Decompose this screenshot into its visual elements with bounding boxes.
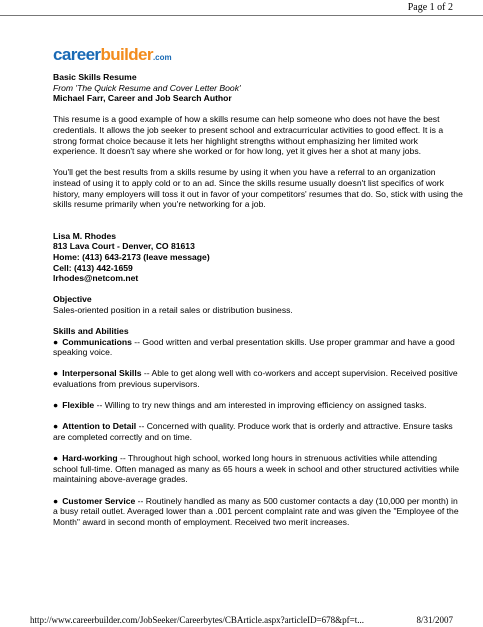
contact-home-phone: Home: (413) 643-2173 (leave message) <box>53 251 210 262</box>
skill-description: -- Throughout high school, worked long hours in strenuous activities while attending school full-time. Often managed as many as 65 hours a week in school and other structured activities while maintaining above-average grades. <box>53 453 460 485</box>
bullet-icon: ● <box>53 495 59 506</box>
document-title: Basic Skills Resume <box>53 72 137 82</box>
intro-paragraph-1: This resume is a good example of how a skills resume can help someone who does not have the best credentials. It allows the job seeker to present school and extracurricular activities to good effect. It is a strong format choice because it lets her highlight strengths without emphasizing her limited work experience. It doesn't say where she worked or for how long, yet it gives her a shot at many jobs. <box>53 114 444 157</box>
skill-description: -- Willing to try new things and am interested in improving efficiency on assigned tasks. <box>94 400 427 411</box>
skill-item-customer-service <box>53 496 463 528</box>
skill-name: Customer Service <box>62 495 136 506</box>
document-source: From 'The Quick Resume and Cover Letter Book' <box>53 82 241 93</box>
article-body <box>53 72 463 527</box>
skill-name: Flexible <box>62 400 95 411</box>
intro-paragraph-2: You'll get the best results from a skills resume by using it when you have a referral to an organization instead of using it to apply cold or to an ad. Since the skills resume usually doesn't list specifics of work history, many employers will toss it out in favor of your competitors' resumes that do. So, stick with using the skills resume primarily when you're networking for a job. <box>53 167 463 210</box>
header-rule <box>0 15 483 16</box>
objective-heading: Objective <box>53 294 92 305</box>
page-footer <box>30 615 453 625</box>
bullet-icon: ● <box>53 400 59 411</box>
contact-name: Lisa M. Rhodes <box>53 230 117 241</box>
skill-name: Interpersonal Skills <box>62 368 142 379</box>
skill-item-hard-working <box>53 453 463 485</box>
skill-item-flexible <box>53 400 463 411</box>
skill-item-interpersonal <box>53 368 463 389</box>
objective-text: Sales-oriented position in a retail sales or distribution business. <box>53 304 293 315</box>
bullet-icon: ● <box>53 336 59 347</box>
skills-heading: Skills and Abilities <box>53 326 129 337</box>
contact-email: lrhodes@netcom.net <box>53 273 139 284</box>
bullet-icon: ● <box>53 368 59 379</box>
logo-com-text: .com <box>152 53 172 62</box>
skill-name: Attention to Detail <box>62 421 137 432</box>
footer-url: http://www.careerbuilder.com/JobSeeker/Careerbytes/CBArticle.aspx?articleID=678&pf=t... <box>30 615 364 625</box>
skill-description: -- Able to get along well with co-workers and accept supervision. Received positive evaluations from previous supervisors. <box>53 368 458 390</box>
footer-date: 8/31/2007 <box>416 615 453 625</box>
contact-cell-phone: Cell: (413) 442-1659 <box>53 262 133 273</box>
bullet-icon: ● <box>53 453 59 464</box>
skill-item-communications <box>53 337 463 358</box>
logo-builder-text: builder <box>100 45 153 64</box>
page-number: Page 1 of 2 <box>407 2 453 13</box>
logo-career-text: career <box>53 45 101 64</box>
bullet-icon: ● <box>53 421 59 432</box>
contact-address: 813 Lava Court - Denver, CO 81613 <box>53 241 195 252</box>
skill-item-attention-to-detail <box>53 421 463 442</box>
skill-name: Communications <box>62 336 132 347</box>
document-author: Michael Farr, Career and Job Search Author <box>53 93 232 104</box>
skill-name: Hard-working <box>62 453 118 464</box>
skill-description: -- Good written and verbal presentation skills. Use proper grammar and have a good speaking voice. <box>53 336 455 358</box>
careerbuilder-logo <box>53 45 172 68</box>
skill-description: -- Concerned with quality. Produce work that is orderly and attractive. Ensure tasks are completed correctly and on time. <box>53 421 453 442</box>
skill-description: -- Routinely handled as many as 500 customer contacts a day (10,000 per month) in a busy retail outlet. Averaged lower than a .001 percent complaint rate and was given the "Employee of the Month" award in second month of employment. Received two merit increases. <box>53 495 459 527</box>
